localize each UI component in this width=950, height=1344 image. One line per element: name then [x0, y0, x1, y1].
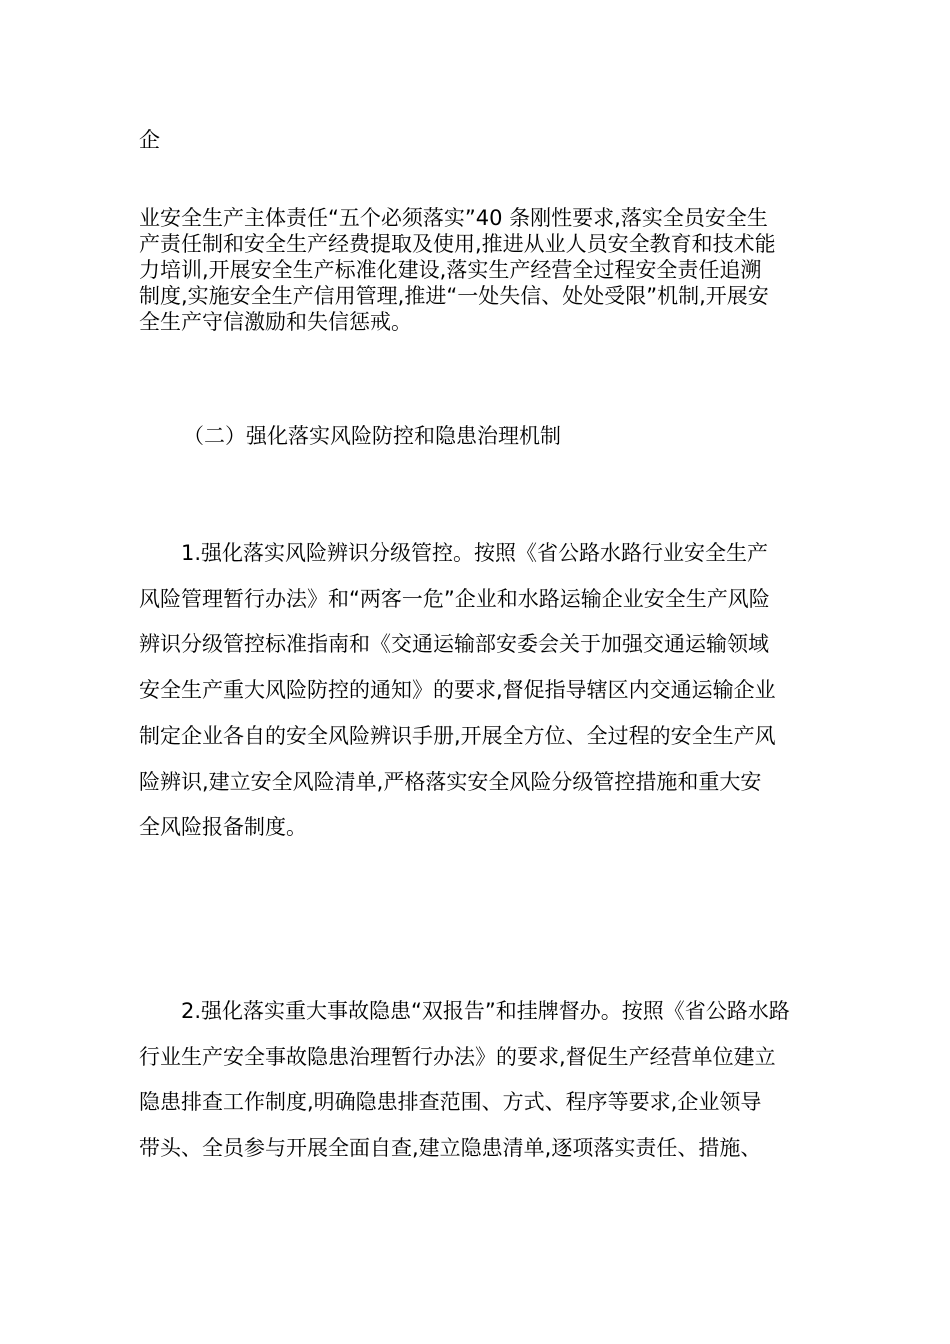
first-line-text: 企 [139, 128, 160, 152]
section-heading-text: （二）强化落实风险防控和隐患治理机制 [183, 424, 561, 448]
paragraph-3-line: 行业生产安全事故隐患治理暂行办法》的要求,督促生产经营单位建立 [139, 1044, 776, 1069]
paragraph-1-line: 全生产守信激励和失信惩戒。 [139, 310, 412, 334]
paragraph-1-line: 力培训,开展安全生产标准化建设,落实生产经营全过程安全责任追溯 [139, 258, 762, 282]
paragraph-2-line: 1.强化落实风险辨识分级管控。按照《省公路水路行业安全生产 [139, 541, 769, 565]
paragraph-2 [139, 531, 819, 851]
paragraph-1-line: 制度,实施安全生产信用管理,推进“一处失信、处处受限”机制,开展安 [139, 284, 769, 308]
paragraph-1-line: 业安全生产主体责任“五个必须落实”40 条刚性要求,落实全员安全生 [139, 206, 768, 230]
paragraph-2-line: 制定企业各自的安全风险辨识手册,开展全方位、全过程的安全生产风 [139, 723, 776, 748]
paragraph-3-line: 带头、全员参与开展全面自查,建立隐患清单,逐项落实责任、措施、 [139, 1136, 762, 1161]
paragraph-3 [139, 989, 819, 1172]
paragraph-3-line: 2.强化落实重大事故隐患“双报告”和挂牌督办。按照《省公路水路 [139, 999, 790, 1023]
paragraph-1 [139, 205, 819, 335]
paragraph-2-line: 辨识分级管控标准指南和《交通运输部安委会关于加强交通运输领域 [139, 632, 769, 657]
paragraph-2-line: 安全生产重大风险防控的通知》的要求,督促指导辖区内交通运输企业 [139, 678, 776, 703]
first-line [139, 126, 819, 154]
paragraph-3-line: 隐患排查工作制度,明确隐患排查范围、方式、程序等要求,企业领导 [139, 1090, 762, 1115]
section-heading [183, 422, 783, 450]
paragraph-2-line: 全风险报备制度。 [139, 815, 307, 840]
paragraph-1-line: 产责任制和安全生产经费提取及使用,推进从业人员安全教育和技术能 [139, 232, 776, 256]
paragraph-2-line: 险辨识,建立安全风险清单,严格落实安全风险分级管控措施和重大安 [139, 769, 762, 794]
paragraph-2-line: 风险管理暂行办法》和“两客一危”企业和水路运输企业安全生产风险 [139, 586, 770, 611]
